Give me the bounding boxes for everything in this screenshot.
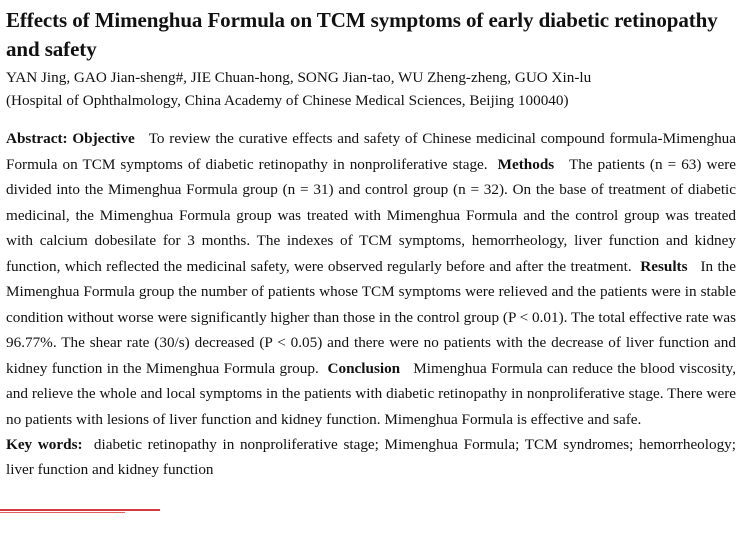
conclusion-label: Conclusion <box>327 359 401 377</box>
red-underline-annotation <box>0 509 160 511</box>
author-list: YAN Jing, GAO Jian-sheng#, JIE Chuan-hong, SONG Jian-tao, WU Zheng-zheng, GUO Xin-lu <box>6 69 592 86</box>
conclusion-text: Mimenghua Formula can reduce the blood viscosity, and relieve the whole and local symptoms in the patients with diabetic retinopathy in nonproliferative stage. There were no patients with lesions of liver function and kidney function. Mimenghua Formula is effective and safe. <box>6 359 736 428</box>
paper-abstract-page <box>6 6 736 482</box>
objective-text: To review the curative effects and safety of Chinese medicinal compound formula-Mimenghua Formula on TCM symptoms of diabetic retinopathy in nonproliferative stage. <box>6 130 736 173</box>
keywords-label: Key words: <box>6 436 83 453</box>
methods-text: The patients (n = 63) were divided into the Mimenghua Formula group (n = 31) and control group (n = 32). On the base of treatment of diabetic medicinal, the Mimenghua Formula group was treated with Mimenghua Formula and the control group was treated with calcium dobesilate for 3 months. The indexes of TCM symptoms, hemorrheology, liver function and kidney function, which reflected the medicinal safety, were observed regularly before and after the treatment. <box>6 155 736 275</box>
objective-label: Objective <box>72 130 135 147</box>
affiliation: (Hospital of Ophthalmology, China Academy of Chinese Medical Sciences, Beijing 100040) <box>6 92 569 109</box>
keywords-block <box>6 432 736 482</box>
results-text: In the Mimenghua Formula group the number of patients whose TCM symptoms were relieved and the patients were in stable condition without worse were significantly higher than those in the control group (P < 0.01). The total effective rate was 96.77%. The shear rate (30/s) decreased (P < 0.05) and there were no patients with the decrease of liver function and kidney function in the Mimenghua Formula group. <box>6 257 737 377</box>
paper-title: Effects of Mimenghua Formula on TCM symptoms of early diabetic retinopathy and safety <box>6 8 718 61</box>
red-underline-annotation-secondary <box>0 512 125 513</box>
results-label: Results <box>640 257 688 275</box>
methods-label: Methods <box>497 155 555 173</box>
abstract-label: Abstract: <box>6 130 68 147</box>
keywords-text: diabetic retinopathy in nonproliferative stage; Mimenghua Formula; TCM syndromes; hemorrheology; liver function and kidney function <box>6 436 736 478</box>
abstract-body <box>6 126 736 432</box>
